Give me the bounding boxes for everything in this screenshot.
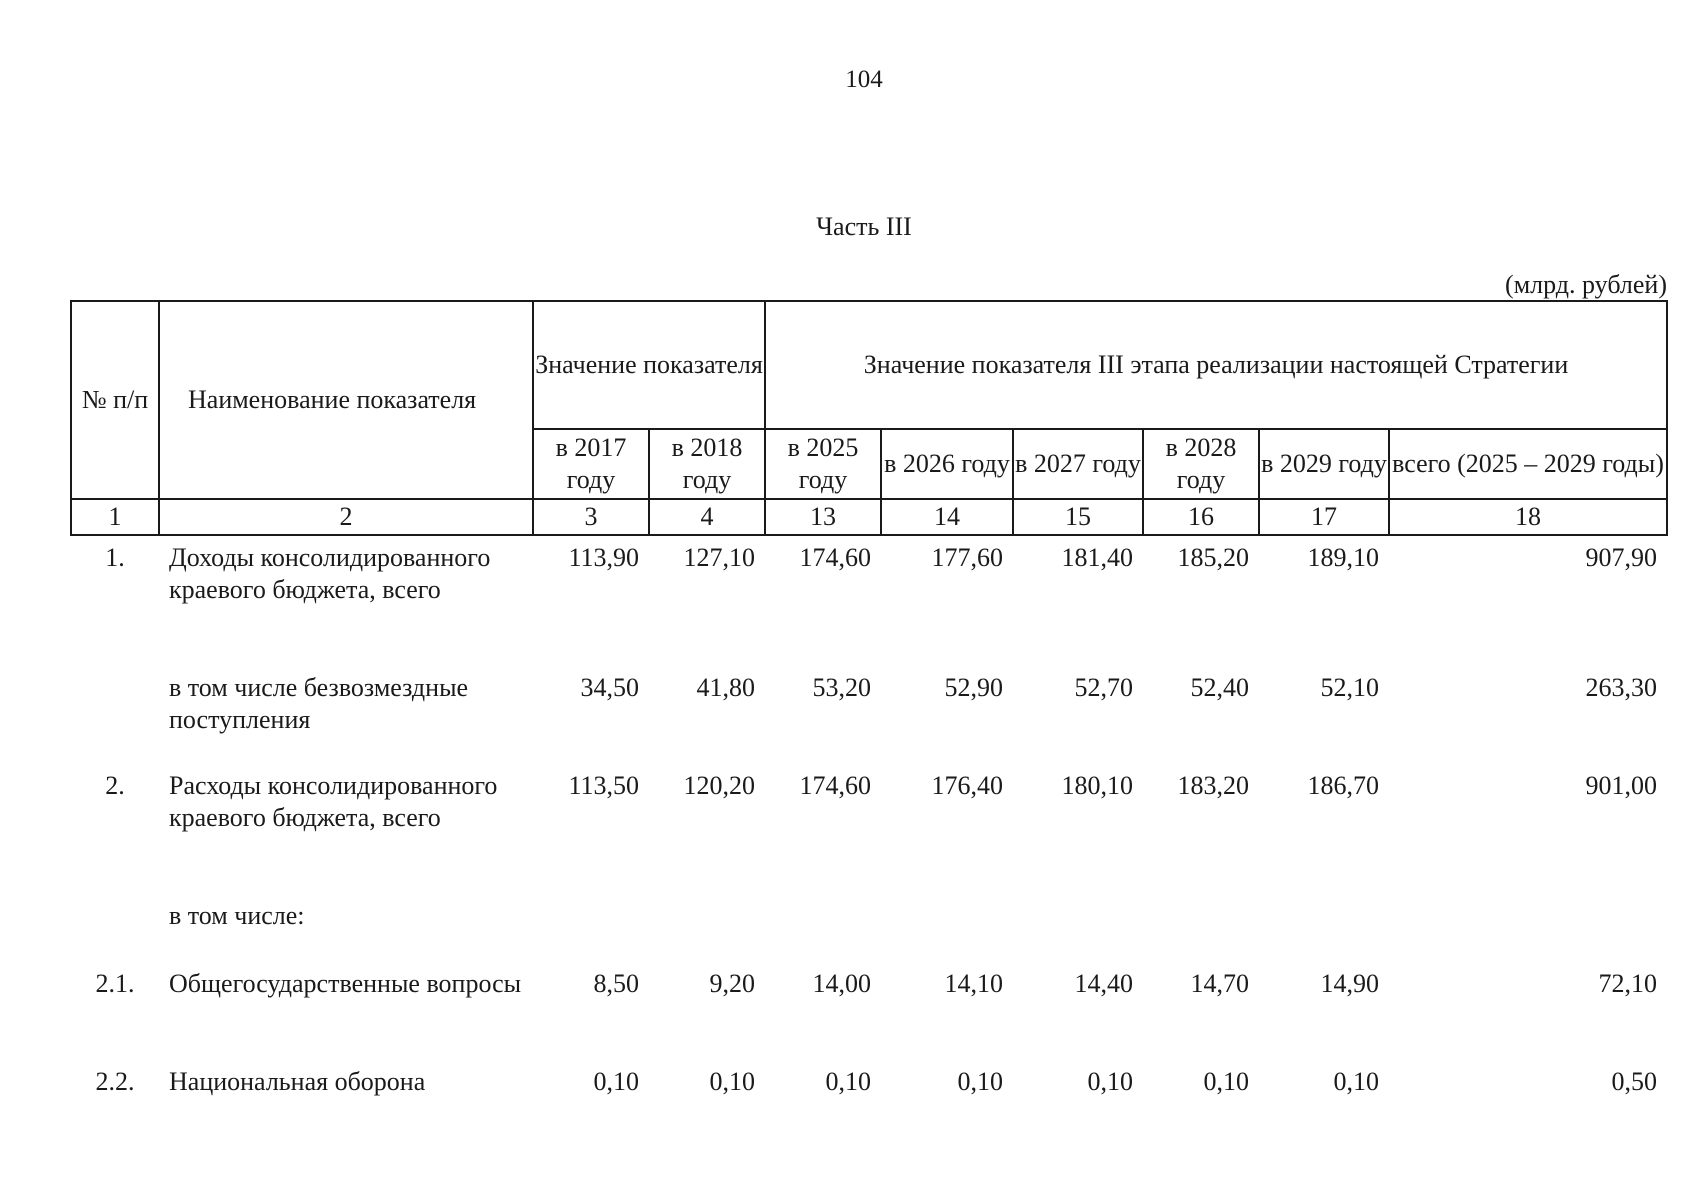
header-year: в 2017 году: [533, 429, 649, 499]
units-label: (млрд. рублей): [1505, 270, 1667, 299]
value-cell: 186,70: [1307, 771, 1379, 800]
value-cell: 183,20: [1177, 771, 1249, 800]
total-cell: 72,10: [1598, 969, 1658, 998]
table-row: [71, 535, 1667, 666]
column-number: 14: [881, 499, 1013, 535]
value-cell: 14,10: [944, 969, 1003, 998]
budget-indicators-table: [70, 300, 1668, 1106]
header-year: в 2028 году: [1143, 429, 1259, 499]
indicator-name: в том числе безвозмездные поступления: [169, 673, 469, 734]
value-cell: 52,70: [1074, 673, 1133, 702]
value-cell: [1143, 894, 1259, 962]
value-cell: 120,20: [683, 771, 755, 800]
value-cell: 0,10: [957, 1067, 1003, 1096]
value-cell: 14,70: [1190, 969, 1249, 998]
column-number: 1: [71, 499, 159, 535]
value-cell: 177,60: [931, 543, 1003, 572]
column-number: 4: [649, 499, 765, 535]
value-cell: 0,10: [593, 1067, 639, 1096]
value-cell: 34,50: [580, 673, 639, 702]
table-row: [71, 764, 1667, 894]
value-cell: 0,10: [1087, 1067, 1133, 1096]
value-cell: 53,20: [812, 673, 871, 702]
header-year: в 2029 году: [1259, 429, 1389, 499]
column-number: 2: [159, 499, 533, 535]
header-year: в 2018 году: [649, 429, 765, 499]
column-number: 3: [533, 499, 649, 535]
table-body: [71, 535, 1667, 1106]
row-number: [71, 894, 159, 962]
value-cell: [533, 894, 649, 962]
table-header: [71, 301, 1667, 535]
header-year: в 2025 году: [765, 429, 881, 499]
table-row: [71, 962, 1667, 1060]
value-cell: 14,00: [812, 969, 871, 998]
header-year: в 2026 году: [881, 429, 1013, 499]
value-cell: 176,40: [931, 771, 1003, 800]
column-number: 16: [1143, 499, 1259, 535]
row-number: 2.: [105, 771, 125, 800]
value-cell: [649, 894, 765, 962]
total-cell: [1389, 894, 1667, 962]
header-total: всего (2025 – 2029 годы): [1389, 429, 1667, 499]
table-row: [71, 1060, 1667, 1106]
value-cell: 127,10: [683, 543, 755, 572]
value-cell: [1013, 894, 1143, 962]
value-cell: 189,10: [1307, 543, 1379, 572]
value-cell: 0,10: [1203, 1067, 1249, 1096]
indicator-name: Расходы консолидированного краевого бюджета, всего: [169, 771, 498, 832]
value-cell: [765, 894, 881, 962]
column-number: 18: [1389, 499, 1667, 535]
row-number: 2.1.: [95, 969, 135, 998]
value-cell: 185,20: [1177, 543, 1249, 572]
value-cell: [1259, 894, 1389, 962]
value-cell: 14,40: [1074, 969, 1133, 998]
total-cell: 901,00: [1585, 771, 1658, 800]
indicator-name: Доходы консолидированного краевого бюджета, всего: [169, 543, 491, 604]
column-number: 17: [1259, 499, 1389, 535]
header-base-values: Значение показателя: [533, 301, 765, 429]
value-cell: 0,10: [709, 1067, 755, 1096]
total-cell: 0,50: [1611, 1067, 1658, 1096]
indicator-name: Общегосударственные вопросы: [169, 969, 522, 998]
value-cell: 0,10: [825, 1067, 871, 1096]
value-cell: 14,90: [1320, 969, 1379, 998]
row-number: [71, 666, 159, 764]
part-title: Часть III: [816, 212, 912, 241]
page-number: 104: [845, 66, 883, 93]
header-number: № п/п: [71, 301, 159, 499]
value-cell: 41,80: [696, 673, 755, 702]
table-row: [71, 894, 1667, 962]
total-cell: 907,90: [1585, 543, 1658, 572]
header-stage-values: Значение показателя III этапа реализации настоящей Стратегии: [765, 301, 1667, 429]
value-cell: [881, 894, 1013, 962]
value-cell: 113,50: [568, 771, 639, 800]
value-cell: 52,10: [1320, 673, 1379, 702]
row-number: 1.: [105, 543, 125, 572]
value-cell: 174,60: [799, 771, 871, 800]
indicator-name: Национальная оборона: [169, 1067, 426, 1096]
value-cell: 52,90: [944, 673, 1003, 702]
header-year: в 2027 году: [1013, 429, 1143, 499]
indicator-name: в том числе:: [169, 901, 305, 930]
value-cell: 181,40: [1061, 543, 1133, 572]
value-cell: 8,50: [593, 969, 639, 998]
value-cell: 52,40: [1190, 673, 1249, 702]
table-row: [71, 666, 1667, 764]
column-number: 13: [765, 499, 881, 535]
value-cell: 113,90: [568, 543, 639, 572]
value-cell: 9,20: [709, 969, 755, 998]
header-indicator-name: Наименование показателя: [159, 301, 533, 499]
column-number: 15: [1013, 499, 1143, 535]
row-number: 2.2.: [95, 1067, 135, 1096]
value-cell: 174,60: [799, 543, 871, 572]
value-cell: 0,10: [1333, 1067, 1379, 1096]
value-cell: 180,10: [1061, 771, 1133, 800]
total-cell: 263,30: [1585, 673, 1658, 702]
